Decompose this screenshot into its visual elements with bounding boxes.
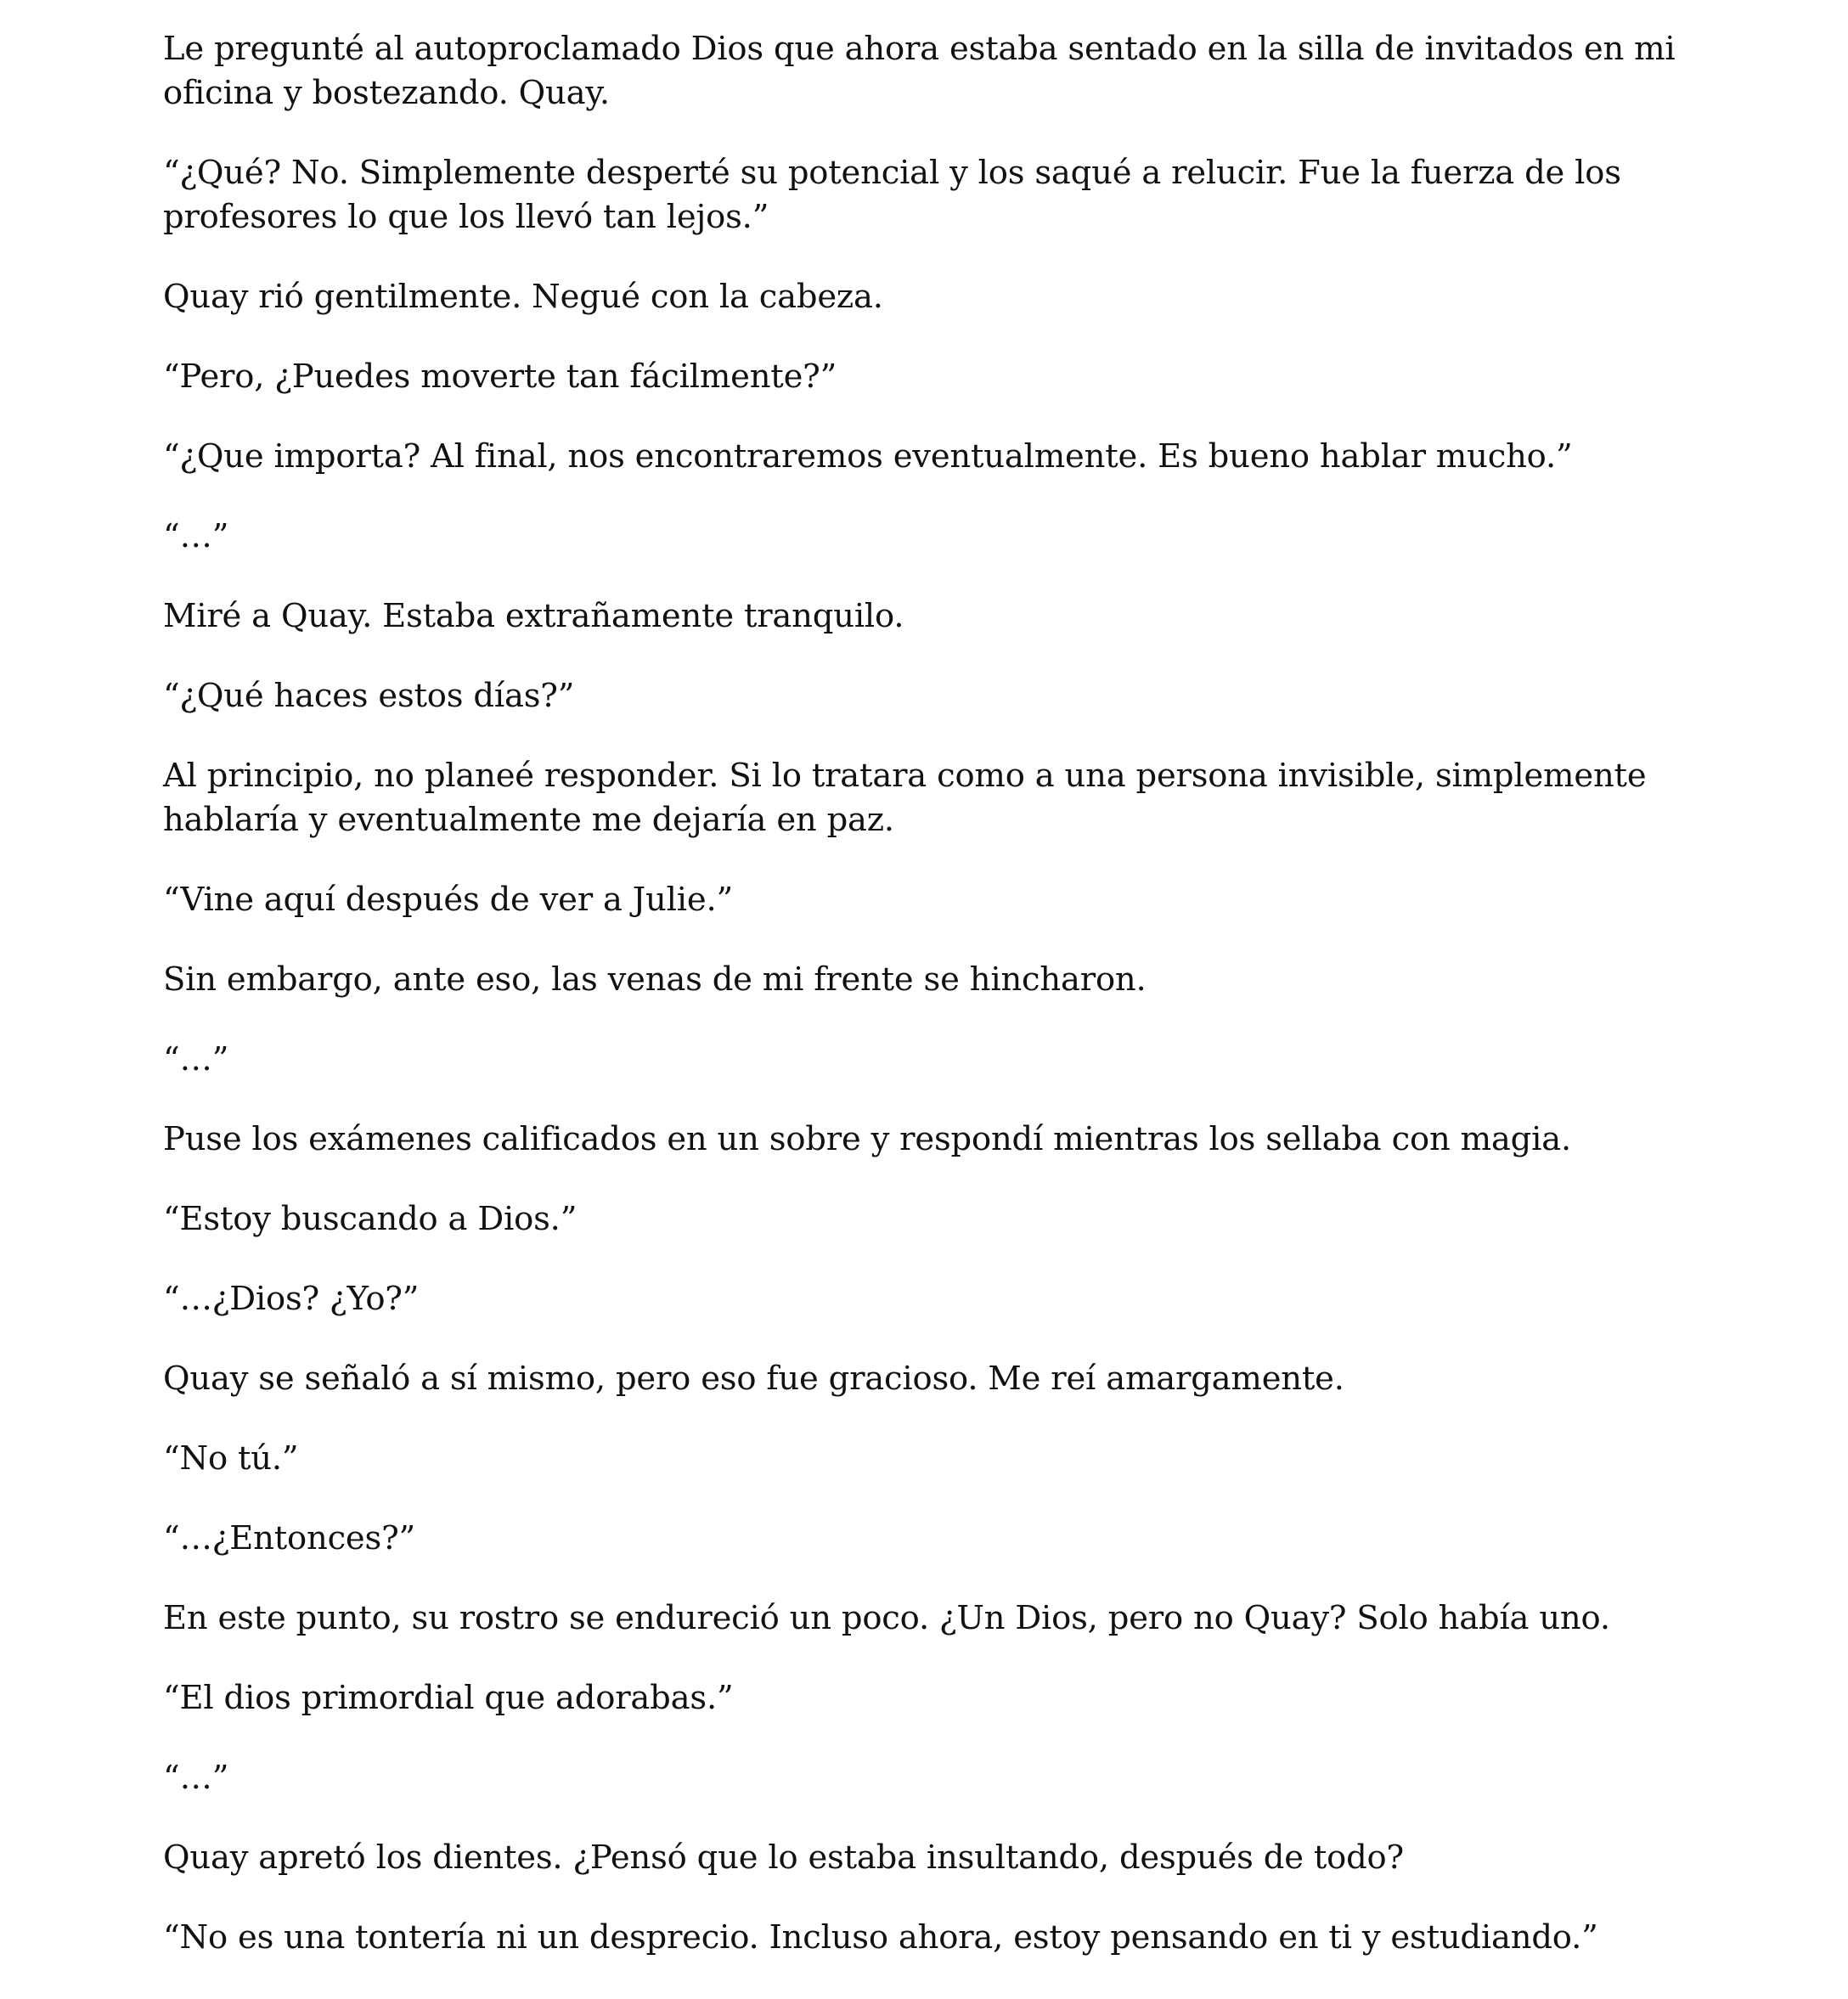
paragraph: “El dios primordial que adorabas.” — [163, 1679, 734, 1717]
paragraph: “Estoy buscando a Dios.” — [163, 1200, 578, 1238]
paragraph: “…” — [163, 1040, 229, 1078]
paragraph: “¿Qué haces estos días?” — [163, 677, 575, 715]
paragraph: Quay apretó los dientes. ¿Pensó que lo estaba insultando, después de todo? — [163, 1839, 1404, 1877]
paragraph: Sin embargo, ante eso, las venas de mi frente se hincharon. — [163, 960, 1147, 999]
paragraph: “…¿Dios? ¿Yo?” — [163, 1280, 420, 1318]
paragraph: Quay se señaló a sí mismo, pero eso fue gracioso. Me reí amargamente. — [163, 1360, 1344, 1398]
paragraph: Miré a Quay. Estaba extrañamente tranquilo. — [163, 597, 904, 635]
paragraph: “¿Que importa? Al final, nos encontraremos eventualmente. Es bueno hablar mucho.” — [163, 437, 1573, 476]
paragraph: “¿Qué? No. Simplemente desperté su potencial y los saqué a relucir. Fue la fuerza de los profesores lo que los llevó tan lejos.” — [163, 154, 1621, 236]
paragraph: Le pregunté al autoproclamado Dios que ahora estaba sentado en la silla de invitados en mi oficina y bostezando. Quay. — [163, 30, 1676, 112]
paragraph: Al principio, no planeé responder. Si lo tratara como a una persona invisible, simplemente hablaría y eventualmente me dejaría en paz. — [163, 757, 1647, 839]
paragraph: “…” — [163, 517, 229, 555]
paragraph: Quay rió gentilmente. Negué con la cabeza. — [163, 278, 883, 316]
paragraph: “…¿Entonces?” — [163, 1519, 415, 1557]
paragraph: “Pero, ¿Puedes moverte tan fácilmente?” — [163, 358, 837, 396]
paragraph: “…” — [163, 1759, 229, 1797]
paragraph: En este punto, su rostro se endureció un poco. ¿Un Dios, pero no Quay? Solo había uno. — [163, 1599, 1610, 1637]
document-page — [163, 27, 1709, 1996]
paragraph: “No es una tontería ni un desprecio. Incluso ahora, estoy pensando en ti y estudiando.” — [163, 1918, 1598, 1957]
paragraph: “Vine aquí después de ver a Julie.” — [163, 881, 733, 919]
paragraph: Puse los exámenes calificados en un sobre y respondí mientras los sellaba con magia. — [163, 1120, 1571, 1158]
paragraph: “No tú.” — [163, 1439, 299, 1478]
